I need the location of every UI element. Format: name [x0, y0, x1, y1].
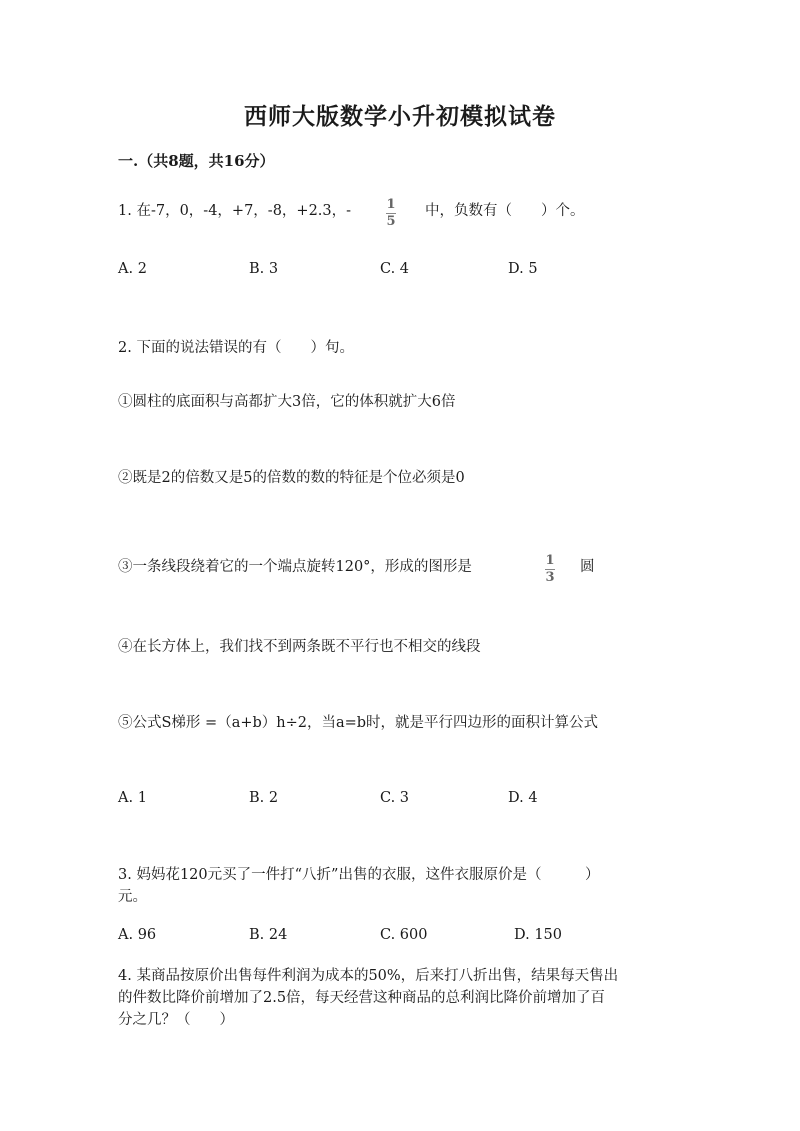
q3-line-2: 元。 — [118, 889, 147, 905]
q2-option-d: D. 4 — [508, 790, 538, 806]
q2-statement-3-suffix: 圆 — [580, 559, 595, 575]
fraction-numerator: 1 — [386, 197, 396, 212]
q2-statement-1: ①圆柱的底面积与高都扩大3倍，它的体积就扩大6倍 — [118, 394, 456, 410]
q2-statement-3-prefix: ③一条线段绕着它的一个端点旋转120°，形成的图形是 — [118, 559, 472, 575]
q1-prefix: 1. 在-7，0，-4，+7，-8，+2.3，- — [118, 203, 352, 219]
q1-option-d: D. 5 — [508, 261, 538, 277]
q1-suffix: 中，负数有（ ）个。 — [425, 203, 585, 219]
fraction-denominator: 5 — [386, 214, 396, 229]
page-title: 西师大版数学小升初模拟试卷 — [244, 103, 556, 130]
q1-option-c: C. 4 — [380, 261, 410, 277]
q4-line-2: 的件数比降价前增加了2.5倍，每天经营这种商品的总利润比降价前增加了百 — [118, 990, 606, 1006]
q3-option-a: A. 96 — [118, 927, 157, 943]
q1-fraction — [386, 198, 396, 229]
q3-option-c: C. 600 — [380, 927, 428, 943]
q3-line-1: 3. 妈妈花120元买了一件打“八折”出售的衣服，这件衣服原价是（ ） — [118, 867, 600, 883]
q2-statement-3-fraction — [545, 554, 555, 585]
q2-option-b: B. 2 — [249, 790, 279, 806]
section-heading: 一.（共8题，共16分） — [118, 152, 275, 170]
q2-statement-2: ②既是2的倍数又是5的倍数的数的特征是个位必须是0 — [118, 470, 465, 486]
q1-option-b: B. 3 — [249, 261, 279, 277]
q4-line-3: 分之几？（ ） — [118, 1012, 234, 1028]
fraction-denominator: 3 — [545, 570, 555, 585]
q2-option-c: C. 3 — [380, 790, 410, 806]
q2-statement-4: ④在长方体上，我们找不到两条既不平行也不相交的线段 — [118, 639, 481, 655]
q2-stem: 2. 下面的说法错误的有（ ）句。 — [118, 340, 354, 356]
q4-line-1: 4. 某商品按原价出售每件利润为成本的50%，后来打八折出售，结果每天售出 — [118, 968, 619, 984]
q2-statement-5: ⑤公式S梯形 =（a+b）h÷2，当a=b时，就是平行四边形的面积计算公式 — [118, 715, 599, 731]
fraction-numerator: 1 — [545, 553, 555, 568]
q2-option-a: A. 1 — [118, 790, 147, 806]
q3-option-d: D. 150 — [514, 927, 563, 943]
q3-option-b: B. 24 — [249, 927, 288, 943]
q1-option-a: A. 2 — [118, 261, 147, 277]
